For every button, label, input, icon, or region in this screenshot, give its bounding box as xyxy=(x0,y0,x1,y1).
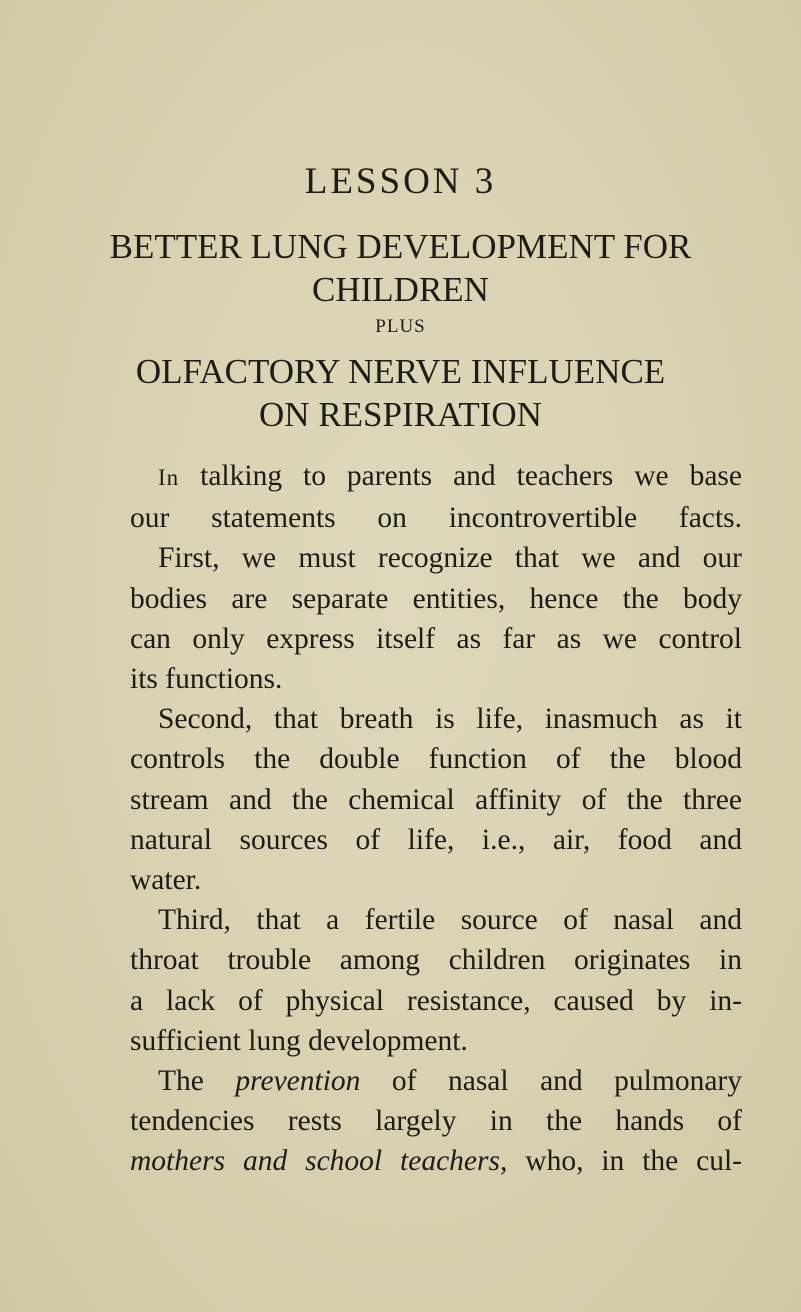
text-line: its functions. xyxy=(130,663,283,696)
chapter-title-line-3: OLFACTORY NERVE INFLUENCE xyxy=(135,352,666,391)
chapter-title-line-4: ON RESPIRATION xyxy=(259,395,542,434)
text-line: First, we must recognize that we and our xyxy=(158,542,742,575)
chapter-title-line-2: CHILDREN xyxy=(312,270,489,309)
text-line: sufficient lung development. xyxy=(130,1024,468,1057)
italic-emphasis: prevention xyxy=(235,1065,361,1098)
text-line: Third, that a fertile source of nasal and xyxy=(158,904,742,937)
text-line: throat trouble among children originates in xyxy=(130,944,742,977)
text-line: our statements on incontrovertible facts. xyxy=(130,502,742,535)
plus-connector: PLUS xyxy=(375,316,426,337)
text-line: water. xyxy=(130,864,202,897)
italic-emphasis: mothers and school teachers, xyxy=(130,1145,508,1178)
text-line: a lack of physical resistance, caused by in- xyxy=(130,984,742,1017)
text-line: tendencies rests largely in the hands of xyxy=(130,1105,742,1138)
small-caps-opening: In xyxy=(158,465,180,490)
text-line: Second, that breath is life, inasmuch as it xyxy=(158,703,742,736)
lesson-heading: LESSON 3 xyxy=(304,161,497,202)
text-line: In talking to parents and teachers we base xyxy=(158,460,742,492)
text-line: can only express itself as far as we control xyxy=(130,622,742,655)
chapter-title-line-1: BETTER LUNG DEVELOPMENT FOR xyxy=(109,227,692,266)
text-line: bodies are separate entities, hence the body xyxy=(130,582,742,615)
text-line: controls the double function of the blood xyxy=(130,743,742,776)
body-text xyxy=(130,456,742,1182)
text-line: The prevention of nasal and pulmonary xyxy=(158,1065,742,1098)
text-line: stream and the chemical affinity of the three xyxy=(130,783,742,816)
text-line: natural sources of life, i.e., air, food and xyxy=(130,823,742,856)
text-line: mothers and school teachers, who, in the cul- xyxy=(130,1145,743,1178)
